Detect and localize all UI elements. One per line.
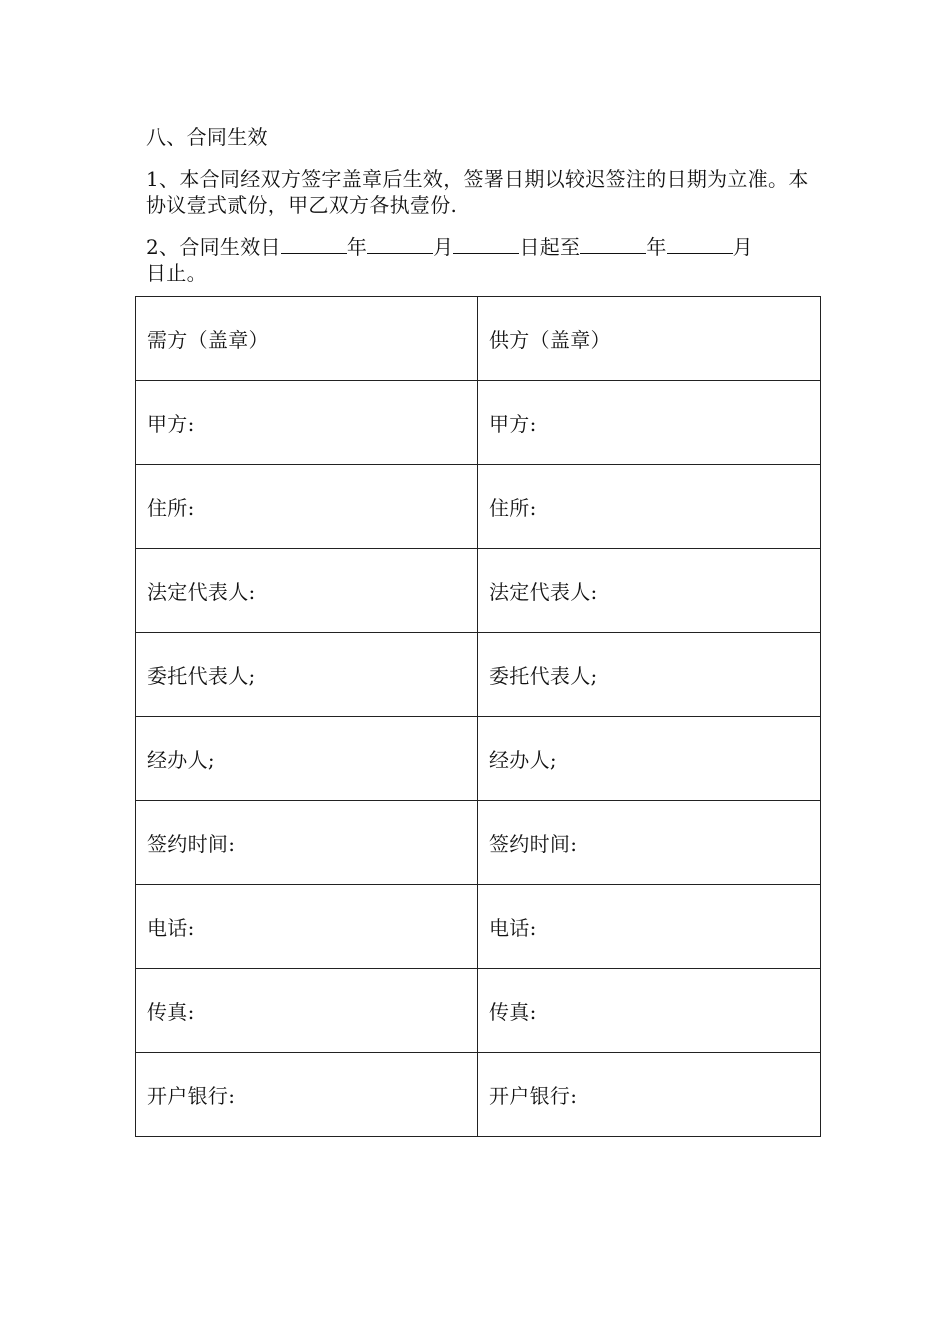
blank-day-start [453, 231, 519, 254]
table-row [136, 633, 821, 717]
clause-2-month2-unit: 月 [732, 235, 753, 259]
buyer-party-cell: 甲方: [136, 381, 478, 465]
blank-month-start [367, 231, 433, 254]
buyer-handler-cell: 经办人; [136, 717, 478, 801]
section-heading: 八、合同生效 [146, 125, 268, 149]
supplier-party-cell: 甲方: [478, 381, 821, 465]
buyer-sign-date-cell: 签约时间: [136, 801, 478, 885]
clause-2-year-unit: 年 [346, 235, 368, 259]
table-row [136, 381, 821, 465]
table-row [136, 549, 821, 633]
supplier-legal-rep-cell: 法定代表人: [478, 549, 821, 633]
clause-1: 1、本合同经双方签字盖章后生效，签署日期以较迟签注的日期为立准。本协议壹式贰份，甲乙双方各执壹份. [146, 167, 809, 217]
table-row [136, 969, 821, 1053]
buyer-address-cell: 住所: [136, 465, 478, 549]
table-row [136, 717, 821, 801]
table-row [136, 1053, 821, 1137]
supplier-address-cell: 住所: [478, 465, 821, 549]
buyer-seal-cell: 需方（盖章） [136, 297, 478, 381]
buyer-legal-rep-cell: 法定代表人: [136, 549, 478, 633]
buyer-agent-cell: 委托代表人; [136, 633, 478, 717]
clause-2-year2-unit: 年 [646, 235, 667, 259]
supplier-bank-cell: 开户银行: [478, 1053, 821, 1137]
table-row [136, 465, 821, 549]
supplier-phone-cell: 电话: [478, 885, 821, 969]
supplier-agent-cell: 委托代表人; [478, 633, 821, 717]
blank-month-end [667, 231, 733, 254]
buyer-phone-cell: 电话: [136, 885, 478, 969]
clause-2-month-unit: 月 [433, 235, 454, 259]
clause-2 [146, 231, 816, 286]
clause-2-day-from: 日起至 [519, 235, 581, 259]
table-row [136, 297, 821, 381]
blank-year-start [281, 231, 347, 254]
table-row [136, 801, 821, 885]
clause-2-suffix: 日止。 [146, 261, 207, 285]
supplier-sign-date-cell: 签约时间: [478, 801, 821, 885]
buyer-bank-cell: 开户银行: [136, 1053, 478, 1137]
buyer-fax-cell: 传真: [136, 969, 478, 1053]
supplier-seal-cell: 供方（盖章） [478, 297, 821, 381]
blank-year-end [580, 231, 646, 254]
supplier-fax-cell: 传真: [478, 969, 821, 1053]
supplier-handler-cell: 经办人; [478, 717, 821, 801]
table-row [136, 885, 821, 969]
signature-table [135, 296, 821, 1137]
clause-2-prefix: 2、合同生效日 [146, 235, 281, 259]
